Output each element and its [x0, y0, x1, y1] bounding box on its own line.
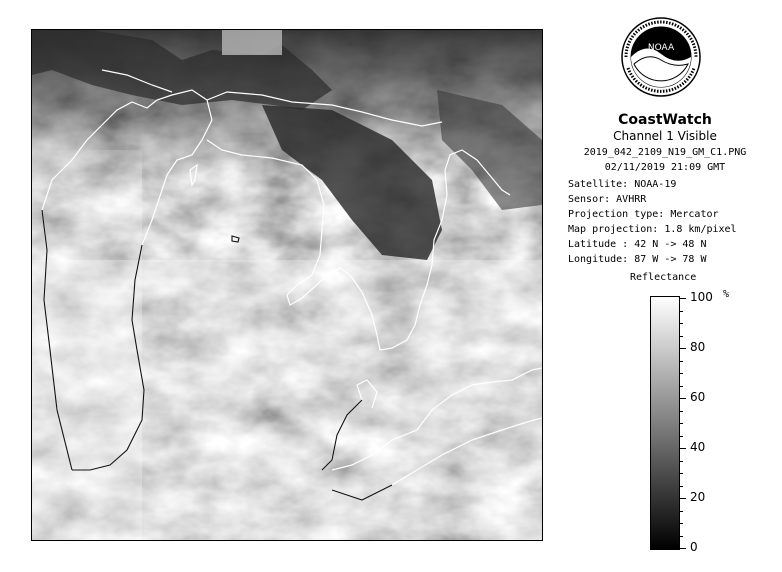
colorbar-tick-label: 60 [690, 390, 706, 404]
app-title: CoastWatch [618, 112, 712, 128]
colorbar-tick [680, 298, 686, 299]
map-projection-label: Map projection: 1.8 km/pixel [568, 224, 737, 235]
colorbar-minor-tick [680, 461, 683, 462]
colorbar-minor-tick [680, 486, 683, 487]
legend-unit: % [723, 289, 730, 300]
colorbar-minor-tick [680, 411, 683, 412]
colorbar-minor-tick [680, 311, 683, 312]
reflectance-colorbar [650, 296, 680, 550]
colorbar-minor-tick [680, 336, 683, 337]
colorbar-minor-tick [680, 536, 683, 537]
legend-title: Reflectance [630, 272, 697, 283]
file-name: 2019_042_2109_N19_GM_C1.PNG [583, 147, 747, 158]
sensor-label: Sensor: AVHRR [568, 194, 647, 205]
colorbar-minor-tick [680, 386, 683, 387]
colorbar-tick-label: 100 [690, 290, 713, 304]
colorbar-minor-tick [680, 473, 683, 474]
colorbar-minor-tick [680, 373, 683, 374]
colorbar-minor-tick [680, 523, 683, 524]
colorbar-minor-tick [680, 511, 683, 512]
colorbar-tick [680, 498, 686, 499]
colorbar-tick-label: 80 [690, 340, 706, 354]
logo-text: NOAA [647, 43, 675, 53]
colorbar-tick [680, 448, 686, 449]
colorbar-tick [680, 398, 686, 399]
channel-subtitle: Channel 1 Visible [613, 129, 717, 143]
colorbar-tick-label: 20 [690, 490, 706, 504]
satellite-label: Satellite: NOAA-19 [568, 179, 677, 190]
acquisition-datetime: 02/11/2019 21:09 GMT [604, 162, 726, 173]
colorbar-minor-tick [680, 423, 683, 424]
colorbar-tick-label: 40 [690, 440, 706, 454]
satellite-image-map [31, 29, 543, 541]
colorbar-minor-tick [680, 323, 683, 324]
colorbar-tick [680, 348, 686, 349]
colorbar-minor-tick [680, 436, 683, 437]
projection-type-label: Projection type: Mercator [568, 209, 719, 220]
colorbar-tick [680, 548, 686, 549]
latitude-label: Latitude : 42 N -> 48 N [568, 239, 707, 250]
noaa-logo-icon [620, 16, 702, 98]
colorbar-minor-tick [680, 361, 683, 362]
metadata-block [568, 177, 768, 267]
longitude-label: Longitude: 87 W -> 78 W [568, 254, 707, 265]
map-svg [32, 30, 542, 540]
colorbar-tick-label: 0 [690, 540, 698, 554]
